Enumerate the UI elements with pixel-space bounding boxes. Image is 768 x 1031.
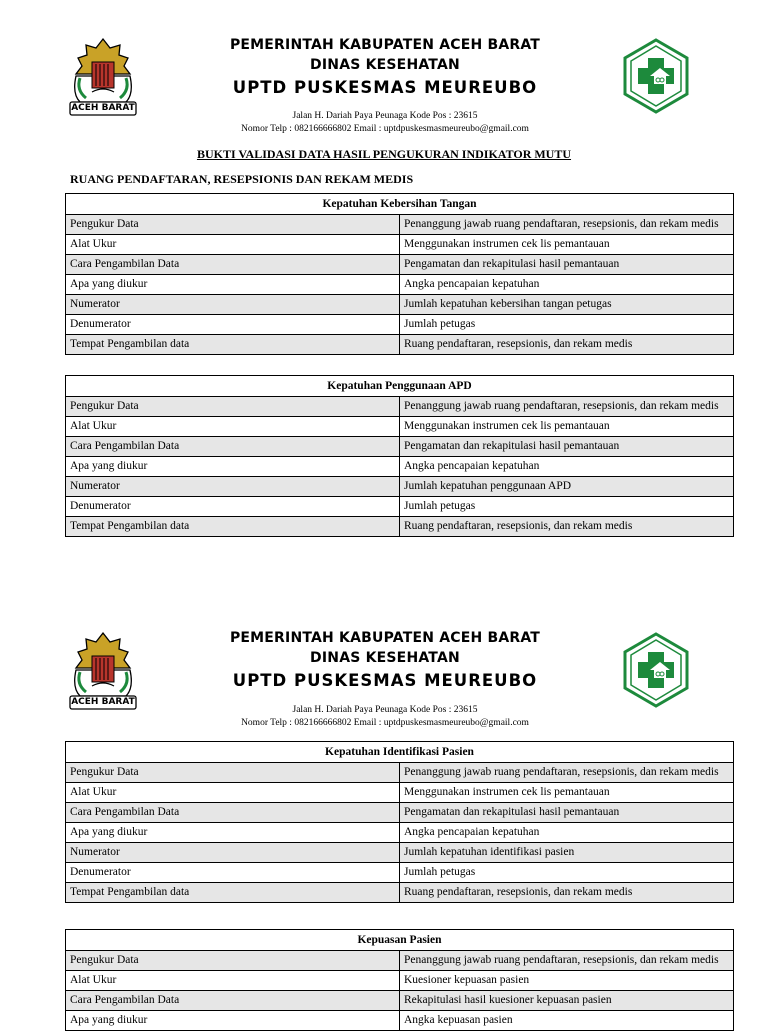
field-value: Angka kepuasan pasien xyxy=(400,1011,734,1031)
section-heading: RUANG PENDAFTARAN, RESEPSIONIS DAN REKAM MEDIS xyxy=(70,172,414,186)
table-title-row xyxy=(66,376,734,397)
emblem-caption: ACEH BARAT xyxy=(71,103,135,113)
address-block xyxy=(160,704,610,729)
emblem-caption: ACEH BARAT xyxy=(71,697,135,707)
table-row xyxy=(66,497,734,517)
institution-name: UPTD PUSKESMAS MEUREUBO xyxy=(232,78,538,97)
indicator-title: Kepatuhan Identifikasi Pasien xyxy=(66,742,734,763)
table-title-row xyxy=(66,194,734,215)
field-label: Alat Ukur xyxy=(66,417,400,437)
table-row xyxy=(66,883,734,903)
address-block xyxy=(160,110,610,135)
field-label: Pengukur Data xyxy=(66,397,400,417)
table-row xyxy=(66,951,734,971)
puskesmas-logo-icon xyxy=(622,632,690,708)
table-row xyxy=(66,457,734,477)
field-label: Alat Ukur xyxy=(66,235,400,255)
letterhead xyxy=(160,628,610,692)
address-line: Jalan H. Dariah Paya Peunaga Kode Pos : 23615 xyxy=(292,705,478,715)
puskesmas-logo-icon xyxy=(622,38,690,114)
agency-name: DINAS KESEHATAN xyxy=(310,57,460,73)
table-row xyxy=(66,315,734,335)
field-value: Angka pencapaian kepatuhan xyxy=(400,457,734,477)
field-label: Tempat Pengambilan data xyxy=(66,883,400,903)
field-value: Angka pencapaian kepatuhan xyxy=(400,823,734,843)
table-row xyxy=(66,477,734,497)
field-value: Ruang pendaftaran, resepsionis, dan rekam medis xyxy=(400,883,734,903)
table-row xyxy=(66,763,734,783)
indicator-table xyxy=(65,741,734,903)
field-label: Apa yang diukur xyxy=(66,275,400,295)
field-label: Cara Pengambilan Data xyxy=(66,991,400,1011)
indicator-table xyxy=(65,929,734,1031)
table-row xyxy=(66,255,734,275)
document-title: BUKTI VALIDASI DATA HASIL PENGUKURAN INDIKATOR MUTU xyxy=(196,147,572,161)
table-row xyxy=(66,823,734,843)
government-name: PEMERINTAH KABUPATEN ACEH BARAT xyxy=(229,37,541,53)
field-value: Penanggung jawab ruang pendaftaran, resepsionis, dan rekam medis xyxy=(400,397,734,417)
field-label: Cara Pengambilan Data xyxy=(66,803,400,823)
field-value: Jumlah petugas xyxy=(400,315,734,335)
field-label: Cara Pengambilan Data xyxy=(66,437,400,457)
field-label: Tempat Pengambilan data xyxy=(66,335,400,355)
field-value: Menggunakan instrumen cek lis pemantauan xyxy=(400,417,734,437)
indicator-table xyxy=(65,193,734,355)
indicator-title: Kepuasan Pasien xyxy=(66,930,734,951)
field-value: Jumlah petugas xyxy=(400,497,734,517)
field-value: Penanggung jawab ruang pendaftaran, resepsionis, dan rekam medis xyxy=(400,763,734,783)
field-value: Jumlah petugas xyxy=(400,863,734,883)
address-line: Jalan H. Dariah Paya Peunaga Kode Pos : 23615 xyxy=(292,111,478,121)
field-label: Denumerator xyxy=(66,497,400,517)
field-label: Apa yang diukur xyxy=(66,1011,400,1031)
contact-line: Nomor Telp : 082166666802 Email : uptdpuskesmasmeureubo@gmail.com xyxy=(241,123,529,134)
table-title-row xyxy=(66,930,734,951)
field-value: Pengamatan dan rekapitulasi hasil pemantauan xyxy=(400,437,734,457)
field-label: Apa yang diukur xyxy=(66,457,400,477)
table-row xyxy=(66,1011,734,1031)
institution-name: UPTD PUSKESMAS MEUREUBO xyxy=(232,671,538,690)
field-label: Numerator xyxy=(66,477,400,497)
table-row xyxy=(66,417,734,437)
table-row xyxy=(66,517,734,537)
field-value: Penanggung jawab ruang pendaftaran, resepsionis, dan rekam medis xyxy=(400,215,734,235)
table-row xyxy=(66,295,734,315)
field-label: Pengukur Data xyxy=(66,951,400,971)
table-row xyxy=(66,783,734,803)
aceh-barat-emblem-icon xyxy=(66,36,140,118)
aceh-barat-emblem-icon xyxy=(66,630,140,712)
field-label: Pengukur Data xyxy=(66,215,400,235)
field-value: Angka pencapaian kepatuhan xyxy=(400,275,734,295)
field-label: Pengukur Data xyxy=(66,763,400,783)
field-value: Pengamatan dan rekapitulasi hasil pemantauan xyxy=(400,255,734,275)
table-row xyxy=(66,335,734,355)
table-row xyxy=(66,843,734,863)
field-value: Jumlah kepatuhan penggunaan APD xyxy=(400,477,734,497)
government-name: PEMERINTAH KABUPATEN ACEH BARAT xyxy=(229,630,541,646)
table-row xyxy=(66,971,734,991)
field-label: Cara Pengambilan Data xyxy=(66,255,400,275)
field-label: Numerator xyxy=(66,843,400,863)
indicator-title: Kepatuhan Kebersihan Tangan xyxy=(66,194,734,215)
table-row xyxy=(66,991,734,1011)
table-title-row xyxy=(66,742,734,763)
field-label: Tempat Pengambilan data xyxy=(66,517,400,537)
table-row xyxy=(66,863,734,883)
field-value: Jumlah kepatuhan identifikasi pasien xyxy=(400,843,734,863)
indicator-table xyxy=(65,375,734,537)
field-value: Kuesioner kepuasan pasien xyxy=(400,971,734,991)
field-label: Denumerator xyxy=(66,863,400,883)
contact-line: Nomor Telp : 082166666802 Email : uptdpuskesmasmeureubo@gmail.com xyxy=(241,717,529,728)
table-row xyxy=(66,235,734,255)
agency-name: DINAS KESEHATAN xyxy=(310,650,460,666)
field-label: Alat Ukur xyxy=(66,783,400,803)
field-value: Ruang pendaftaran, resepsionis, dan rekam medis xyxy=(400,517,734,537)
field-value: Ruang pendaftaran, resepsionis, dan rekam medis xyxy=(400,335,734,355)
field-label: Numerator xyxy=(66,295,400,315)
field-label: Alat Ukur xyxy=(66,971,400,991)
table-row xyxy=(66,803,734,823)
table-row xyxy=(66,397,734,417)
table-row xyxy=(66,437,734,457)
field-value: Penanggung jawab ruang pendaftaran, resepsionis, dan rekam medis xyxy=(400,951,734,971)
letterhead xyxy=(160,35,610,99)
table-row xyxy=(66,215,734,235)
field-label: Apa yang diukur xyxy=(66,823,400,843)
indicator-title: Kepatuhan Penggunaan APD xyxy=(66,376,734,397)
field-value: Menggunakan instrumen cek lis pemantauan xyxy=(400,783,734,803)
table-row xyxy=(66,275,734,295)
field-value: Jumlah kepatuhan kebersihan tangan petugas xyxy=(400,295,734,315)
field-value: Menggunakan instrumen cek lis pemantauan xyxy=(400,235,734,255)
field-label: Denumerator xyxy=(66,315,400,335)
field-value: Pengamatan dan rekapitulasi hasil pemantauan xyxy=(400,803,734,823)
field-value: Rekapitulasi hasil kuesioner kepuasan pasien xyxy=(400,991,734,1011)
